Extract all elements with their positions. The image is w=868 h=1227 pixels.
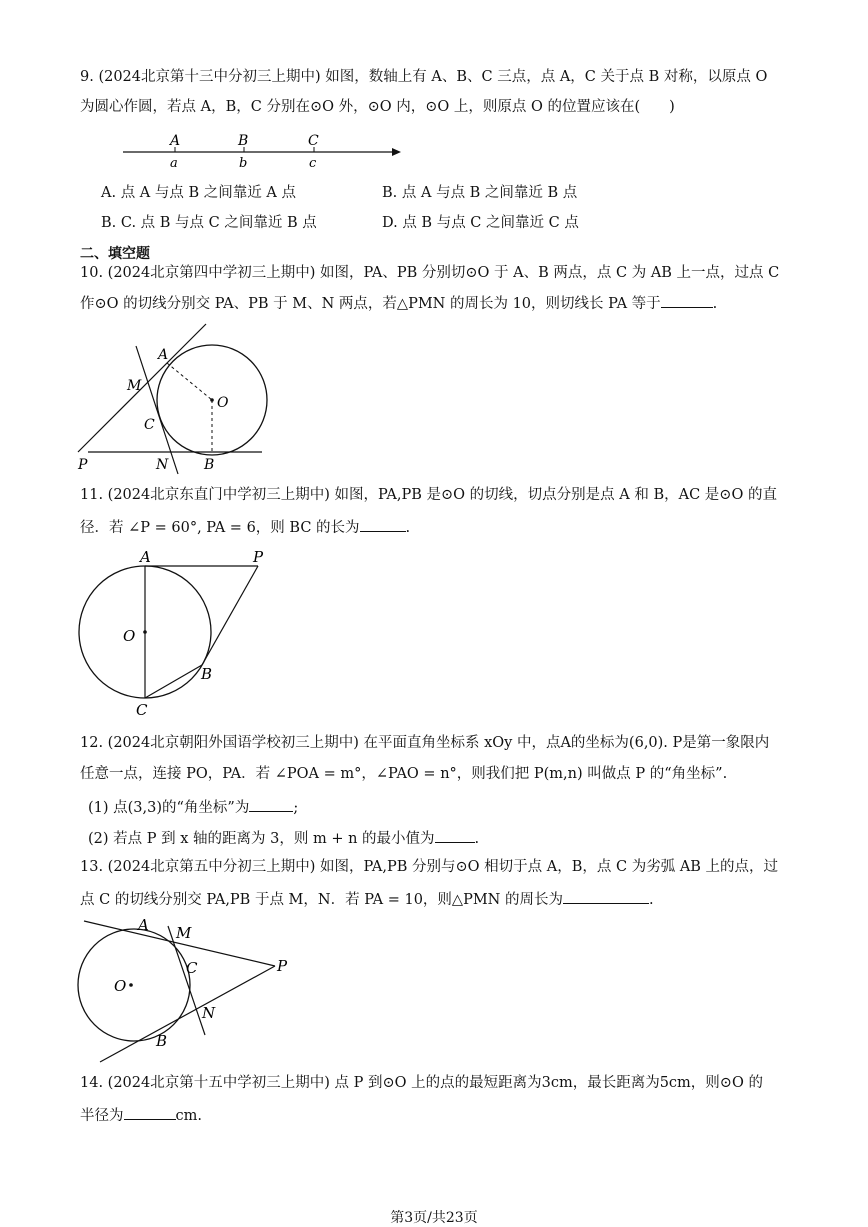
q9-option-d: D. 点 B 与点 C 之间靠近 C 点: [382, 215, 579, 231]
q13-label-A: A: [138, 916, 149, 934]
q10-line-2: [80, 293, 717, 314]
q10-answer-blank[interactable]: [661, 293, 713, 308]
q12-sub-2-end: .: [474, 831, 480, 847]
q9-option-a: A. 点 A 与点 B 之间靠近 A 点: [101, 185, 296, 201]
section-title-fill-blank: 二、填空题: [80, 246, 150, 262]
q12-sub-1-blank[interactable]: [249, 797, 293, 812]
q11-label-P: P: [253, 548, 264, 566]
page-footer: 第3页/共23页: [390, 1210, 478, 1226]
q12-sub-1-end: ;: [293, 800, 299, 816]
q13-tangent-figure: [70, 912, 300, 1071]
q11-line-2-text: 径．若 ∠P = 60°, PA = 6，则 BC 的长为: [80, 520, 360, 536]
q9-option-b: B. 点 A 与点 B 之间靠近 B 点: [382, 185, 578, 201]
q10-label-P: P: [78, 457, 88, 473]
q12-line-1: 12. (2024北京朝阳外国语学校初三上期中) 在平面直角坐标系 xOy 中，点A的坐标为(6,0). P是第一象限内: [80, 735, 770, 751]
q13-line-2-text: 点 C 的切线分别交 PA,PB 于点 M，N．若 PA = 10，则△PMN 的周长为: [80, 892, 563, 908]
q13-label-B: B: [156, 1032, 168, 1050]
q14-answer-blank[interactable]: [124, 1105, 176, 1120]
q13-line-2-end: .: [648, 892, 654, 908]
q9-line-1: 9. (2024北京第十三中分初三上期中) 如图，数轴上有 A、B、C 三点，点 A，C 关于点 B 对称，以原点 O: [80, 69, 768, 85]
q11-line-2-end: .: [405, 520, 411, 536]
q12-sub-2-text: (2) 若点 P 到 x 轴的距离为 3，则 m + n 的最小值为: [88, 831, 435, 847]
q9-line-2: 为圆心作圆，若点 A，B，C 分别在⊙O 外，⊙O 内，⊙O 上，则原点 O 的位置应该在( ): [80, 99, 675, 115]
q13-line-2: [80, 889, 654, 910]
q10-line-2-end: .: [712, 296, 718, 312]
q10-label-O: O: [217, 395, 229, 411]
q13-label-C: C: [186, 959, 198, 977]
q14-line-2-end: cm.: [175, 1108, 202, 1124]
axis-label-a: a: [170, 156, 178, 171]
axis-label-B: B: [238, 133, 249, 149]
q11-label-C: C: [136, 701, 148, 718]
q10-label-A: A: [158, 347, 169, 363]
q10-label-N: N: [156, 457, 169, 473]
q13-label-P: P: [277, 957, 288, 975]
q13-answer-blank[interactable]: [563, 889, 649, 904]
q11-line-1: 11. (2024北京东直门中学初三上期中) 如图，PA,PB 是⊙O 的切线，切点分别是点 A 和 B，AC 是⊙O 的直: [80, 487, 777, 503]
q12-sub-1-text: (1) 点(3,3)的“角坐标”为: [88, 800, 250, 816]
q9-number-line-figure: [118, 128, 418, 178]
q13-line-1: 13. (2024北京第五中分初三上期中) 如图，PA,PB 分别与⊙O 相切于点 A，B，点 C 为劣弧 AB 上的点，过: [80, 859, 779, 875]
q12-line-2: 任意一点，连接 PO，PA．若 ∠POA = m°，∠PAO = n°，则我们把 P(m,n) 叫做点 P 的“角坐标”.: [80, 766, 728, 782]
q10-tangent-figure: [70, 318, 280, 482]
q12-sub-2-blank[interactable]: [435, 828, 475, 843]
q11-answer-blank[interactable]: [360, 517, 406, 532]
axis-label-A: A: [170, 133, 181, 149]
q12-sub-1: [88, 797, 298, 818]
q13-label-M: M: [176, 924, 192, 942]
q11-label-A: A: [140, 548, 151, 566]
q9-option-c: B. C. 点 B 与点 C 之间靠近 B 点: [101, 215, 317, 231]
q11-label-B: B: [201, 665, 213, 683]
q11-line-2: [80, 517, 410, 538]
q13-label-O: O: [114, 977, 127, 995]
axis-label-b: b: [239, 156, 248, 171]
q11-tangent-figure: [70, 546, 280, 722]
q14-line-1: 14. (2024北京第十五中学初三上期中) 点 P 到⊙O 上的点的最短距离为3cm，最长距离为5cm，则⊙O 的: [80, 1075, 763, 1091]
q10-label-C: C: [144, 417, 155, 433]
axis-label-c: c: [309, 156, 317, 171]
q12-sub-2: [88, 828, 479, 849]
axis-label-C: C: [308, 133, 319, 149]
q13-label-N: N: [202, 1004, 216, 1022]
q14-line-2-start: 半径为: [80, 1108, 124, 1124]
q10-label-M: M: [127, 378, 142, 394]
q11-label-O: O: [123, 627, 136, 645]
q14-line-2: [80, 1105, 202, 1126]
q10-label-B: B: [204, 457, 215, 473]
q10-line-1: 10. (2024北京第四中学初三上期中) 如图，PA、PB 分别切⊙O 于 A、B 两点，点 C 为 AB 上一点，过点 C: [80, 265, 780, 281]
q10-line-2-text: 作⊙O 的切线分别交 PA、PB 于 M、N 两点，若△PMN 的周长为 10，则切线长 PA 等于: [80, 296, 661, 312]
